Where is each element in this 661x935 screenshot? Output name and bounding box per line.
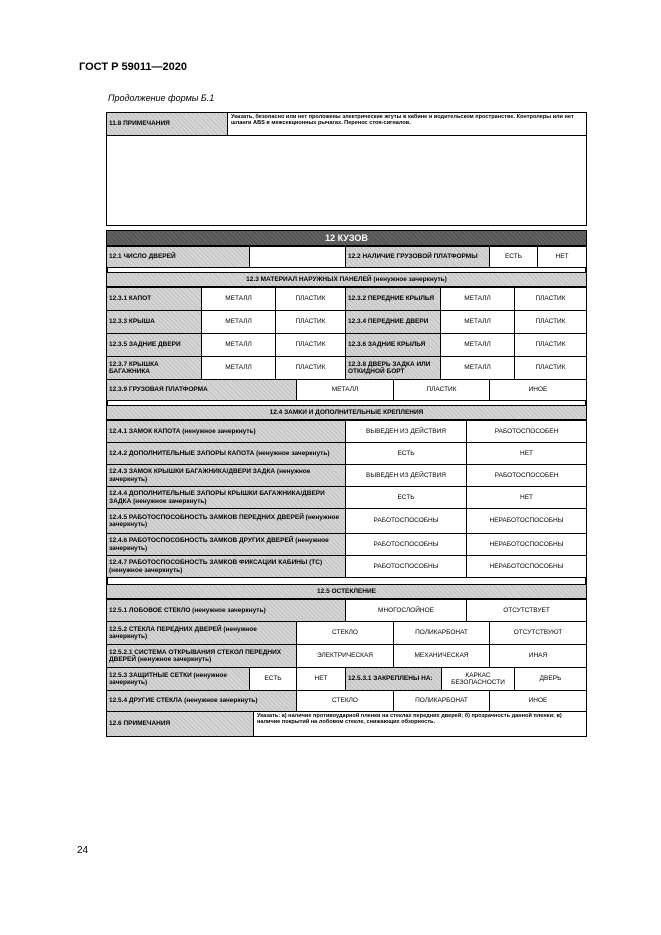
s12-5-3-1-option-door[interactable]: ДВЕРЬ (514, 667, 587, 691)
s12-6-note: Указать: а) наличие противоударной пленки на стеклах передних дверей; б) прозрачность данной пленки; в) наличие покрытий на лобовом стекле, снижающих обзорность. (253, 711, 587, 737)
lock-option-b[interactable]: РАБОТОСПОСОБЕН (466, 420, 587, 443)
s12-4-title: 12.4 ЗАМКИ И ДОПОЛНИТЕЛЬНЫЕ КРЕПЛЕНИЯ (106, 405, 587, 420)
continuation-caption: Продолжение формы Б.1 (108, 93, 215, 103)
s12-5-1-option-a[interactable]: МНОГОСЛОЙНОЕ (345, 599, 467, 622)
lock-label: 12.4.6 РАБОТОСПОСОБНОСТЬ ЗАМКОВ ДРУГИХ ДВЕРЕЙ (ненужное зачеркнуть) (106, 533, 346, 556)
lock-option-b[interactable]: РАБОТОСПОСОБЕН (466, 464, 587, 487)
s11-8-note: Указать, безопасно или нет проложены электрические жгуты в кабине и водительском пространстве. Контролеры или нет шланги ABS в межсекционных рычагах. Перенос стоя-сигналов. (227, 112, 587, 136)
panel-option-plastic[interactable]: ПЛАСТИК (275, 333, 346, 357)
panel-option-plastic[interactable]: ПЛАСТИК (514, 356, 587, 380)
s12-3-9-metal[interactable]: МЕТАЛЛ (296, 379, 394, 401)
panel-label: 12.3.8 ДВЕРЬ ЗАДКА ИЛИ ОТКИДНОЙ БОРТ (345, 356, 441, 380)
panel-option-metal[interactable]: МЕТАЛЛ (201, 287, 276, 311)
panel-option-plastic[interactable]: ПЛАСТИК (275, 356, 346, 380)
s12-5-4-option-a[interactable]: СТЕКЛО (296, 690, 394, 712)
section-12-title: 12 КУЗОВ (106, 230, 587, 246)
panel-label: 12.3.7 КРЫШКА БАГАЖНИКА (106, 356, 202, 380)
s12-2-no[interactable]: НЕТ (537, 246, 587, 268)
lock-label: 12.4.2 ДОПОЛНИТЕЛЬНЫЕ ЗАПОРЫ КАПОТА (ненужное зачеркнуть) (106, 442, 346, 465)
panel-option-plastic[interactable]: ПЛАСТИК (514, 333, 587, 357)
panel-option-plastic[interactable]: ПЛАСТИК (514, 287, 587, 311)
s12-5-3-label: 12.5.3 ЗАЩИТНЫЕ СЕТКИ (ненужное зачеркнуть) (106, 667, 250, 691)
panel-option-metal[interactable]: МЕТАЛЛ (201, 356, 276, 380)
s12-1-label: 12.1 ЧИСЛО ДВЕРЕЙ (106, 246, 250, 268)
s12-1-doors-value[interactable] (249, 246, 346, 268)
s12-5-1-option-b[interactable]: ОТСУТСТВУЕТ (466, 599, 587, 622)
panel-option-metal[interactable]: МЕТАЛЛ (440, 356, 515, 380)
panel-option-metal[interactable]: МЕТАЛЛ (440, 310, 515, 334)
s12-5-4-label: 12.5.4 ДРУГИЕ СТЕКЛА (ненужное зачеркнуть) (106, 690, 297, 712)
panel-label: 12.3.5 ЗАДНИЕ ДВЕРИ (106, 333, 202, 357)
s12-5-1-label: 12.5.1 ЛОБОВОЕ СТЕКЛО (ненужное зачеркнуть) (106, 599, 346, 622)
lock-option-a[interactable]: РАБОТОСПОСОБНЫ (345, 508, 467, 534)
panel-label: 12.3.6 ЗАДНИЕ КРЫЛЬЯ (345, 333, 441, 357)
s12-5-2-1-option-a[interactable]: ЭЛЕКТРИЧЕСКАЯ (296, 644, 394, 668)
lock-option-a[interactable]: ЕСТЬ (345, 442, 467, 465)
panel-option-plastic[interactable]: ПЛАСТИК (514, 310, 587, 334)
panel-label: 12.3.1 КАПОТ (106, 287, 202, 311)
s12-3-9-label: 12.3.9 ГРУЗОВАЯ ПЛАТФОРМА (106, 379, 297, 401)
s12-2-label: 12.2 НАЛИЧИЕ ГРУЗОВОЙ ПЛАТФОРМЫ (345, 246, 490, 268)
panel-label: 12.3.3 КРЫША (106, 310, 202, 334)
panel-option-metal[interactable]: МЕТАЛЛ (440, 287, 515, 311)
lock-label: 12.4.4 ДОПОЛНИТЕЛЬНЫЕ ЗАПОРЫ КРЫШКИ БАГАЖНИКА/ДВЕРИ ЗАДКА (ненужное зачеркнуть) (106, 486, 346, 509)
s12-5-2-1-label: 12.5.2.1 СИСТЕМА ОТКРЫВАНИЯ СТЕКОЛ ПЕРЕДНИХ ДВЕРЕЙ (ненужное зачеркнуть) (106, 644, 297, 668)
lock-option-b[interactable]: НЕРАБОТОСПОСОБНЫ (466, 508, 587, 534)
panel-option-metal[interactable]: МЕТАЛЛ (440, 333, 515, 357)
lock-label: 12.4.1 ЗАМОК КАПОТА (ненужное зачеркнуть) (106, 420, 346, 443)
panel-option-metal[interactable]: МЕТАЛЛ (201, 333, 276, 357)
s12-3-9-plastic[interactable]: ПЛАСТИК (393, 379, 490, 401)
s12-6-label: 12.6 ПРИМЕЧАНИЯ (106, 711, 254, 737)
panel-option-metal[interactable]: МЕТАЛЛ (201, 310, 276, 334)
document-code: ГОСТ Р 59011—2020 (79, 61, 187, 73)
lock-label: 12.4.7 РАБОТОСПОСОБНОСТЬ ЗАМКОВ ФИКСАЦИИ КАБИНЫ (ТС) (ненужное зачеркнуть) (106, 555, 346, 578)
s12-5-2-option-c[interactable]: ОТСУТСТВУЮТ (489, 621, 587, 645)
s12-5-3-yes[interactable]: ЕСТЬ (249, 667, 297, 691)
s12-5-2-option-b[interactable]: ПОЛИКАРБОНАТ (393, 621, 490, 645)
s12-5-4-option-c[interactable]: ИНОЕ (489, 690, 587, 712)
lock-label: 12.4.5 РАБОТОСПОСОБНОСТЬ ЗАМКОВ ПЕРЕДНИХ ДВЕРЕЙ (ненужное зачеркнуть) (106, 508, 346, 534)
s12-5-title: 12.5 ОСТЕКЛЕНИЕ (106, 584, 587, 599)
lock-label: 12.4.3 ЗАМОК КРЫШКИ БАГАЖНИКА/ДВЕРИ ЗАДКА (ненужное зачеркнуть) (106, 464, 346, 487)
lock-option-b[interactable]: НЕТ (466, 486, 587, 509)
s11-8-free-field[interactable] (106, 135, 587, 226)
panel-option-plastic[interactable]: ПЛАСТИК (275, 287, 346, 311)
s12-5-3-1-label: 12.5.3.1 ЗАКРЕПЛЕНЫ НА: (345, 667, 442, 691)
s11-8-label: 11.8 ПРИМЕЧАНИЯ (106, 112, 228, 136)
lock-option-b[interactable]: НЕРАБОТОСПОСОБНЫ (466, 533, 587, 556)
s12-5-4-option-b[interactable]: ПОЛИКАРБОНАТ (393, 690, 490, 712)
s12-3-title: 12.3 МАТЕРИАЛ НАРУЖНЫХ ПАНЕЛЕЙ (ненужное зачеркнуть) (106, 272, 587, 287)
s12-5-2-option-a[interactable]: СТЕКЛО (296, 621, 394, 645)
s12-5-3-no[interactable]: НЕТ (296, 667, 346, 691)
s12-5-2-1-option-b[interactable]: МЕХАНИЧЕСКАЯ (393, 644, 490, 668)
lock-option-a[interactable]: РАБОТОСПОСОБНЫ (345, 555, 467, 578)
panel-option-plastic[interactable]: ПЛАСТИК (275, 310, 346, 334)
lock-option-b[interactable]: НЕРАБОТОСПОСОБНЫ (466, 555, 587, 578)
lock-option-a[interactable]: ВЫВЕДЕН ИЗ ДЕЙСТВИЯ (345, 464, 467, 487)
panel-label: 12.3.4 ПЕРЕДНИЕ ДВЕРИ (345, 310, 441, 334)
s12-5-3-1-option-cage[interactable]: КАРКАС БЕЗОПАСНОСТИ (441, 667, 515, 691)
panel-label: 12.3.2 ПЕРЕДНИЕ КРЫЛЬЯ (345, 287, 441, 311)
s12-3-9-other[interactable]: ИНОЕ (489, 379, 587, 401)
s12-5-2-label: 12.5.2 СТЕКЛА ПЕРЕДНИХ ДВЕРЕЙ (ненужное зачеркнуть) (106, 621, 297, 645)
lock-option-b[interactable]: НЕТ (466, 442, 587, 465)
lock-option-a[interactable]: ВЫВЕДЕН ИЗ ДЕЙСТВИЯ (345, 420, 467, 443)
s12-5-2-1-option-c[interactable]: ИНАЯ (489, 644, 587, 668)
s12-2-yes[interactable]: ЕСТЬ (489, 246, 538, 268)
page-number: 24 (77, 845, 89, 856)
lock-option-a[interactable]: РАБОТОСПОСОБНЫ (345, 533, 467, 556)
lock-option-a[interactable]: ЕСТЬ (345, 486, 467, 509)
